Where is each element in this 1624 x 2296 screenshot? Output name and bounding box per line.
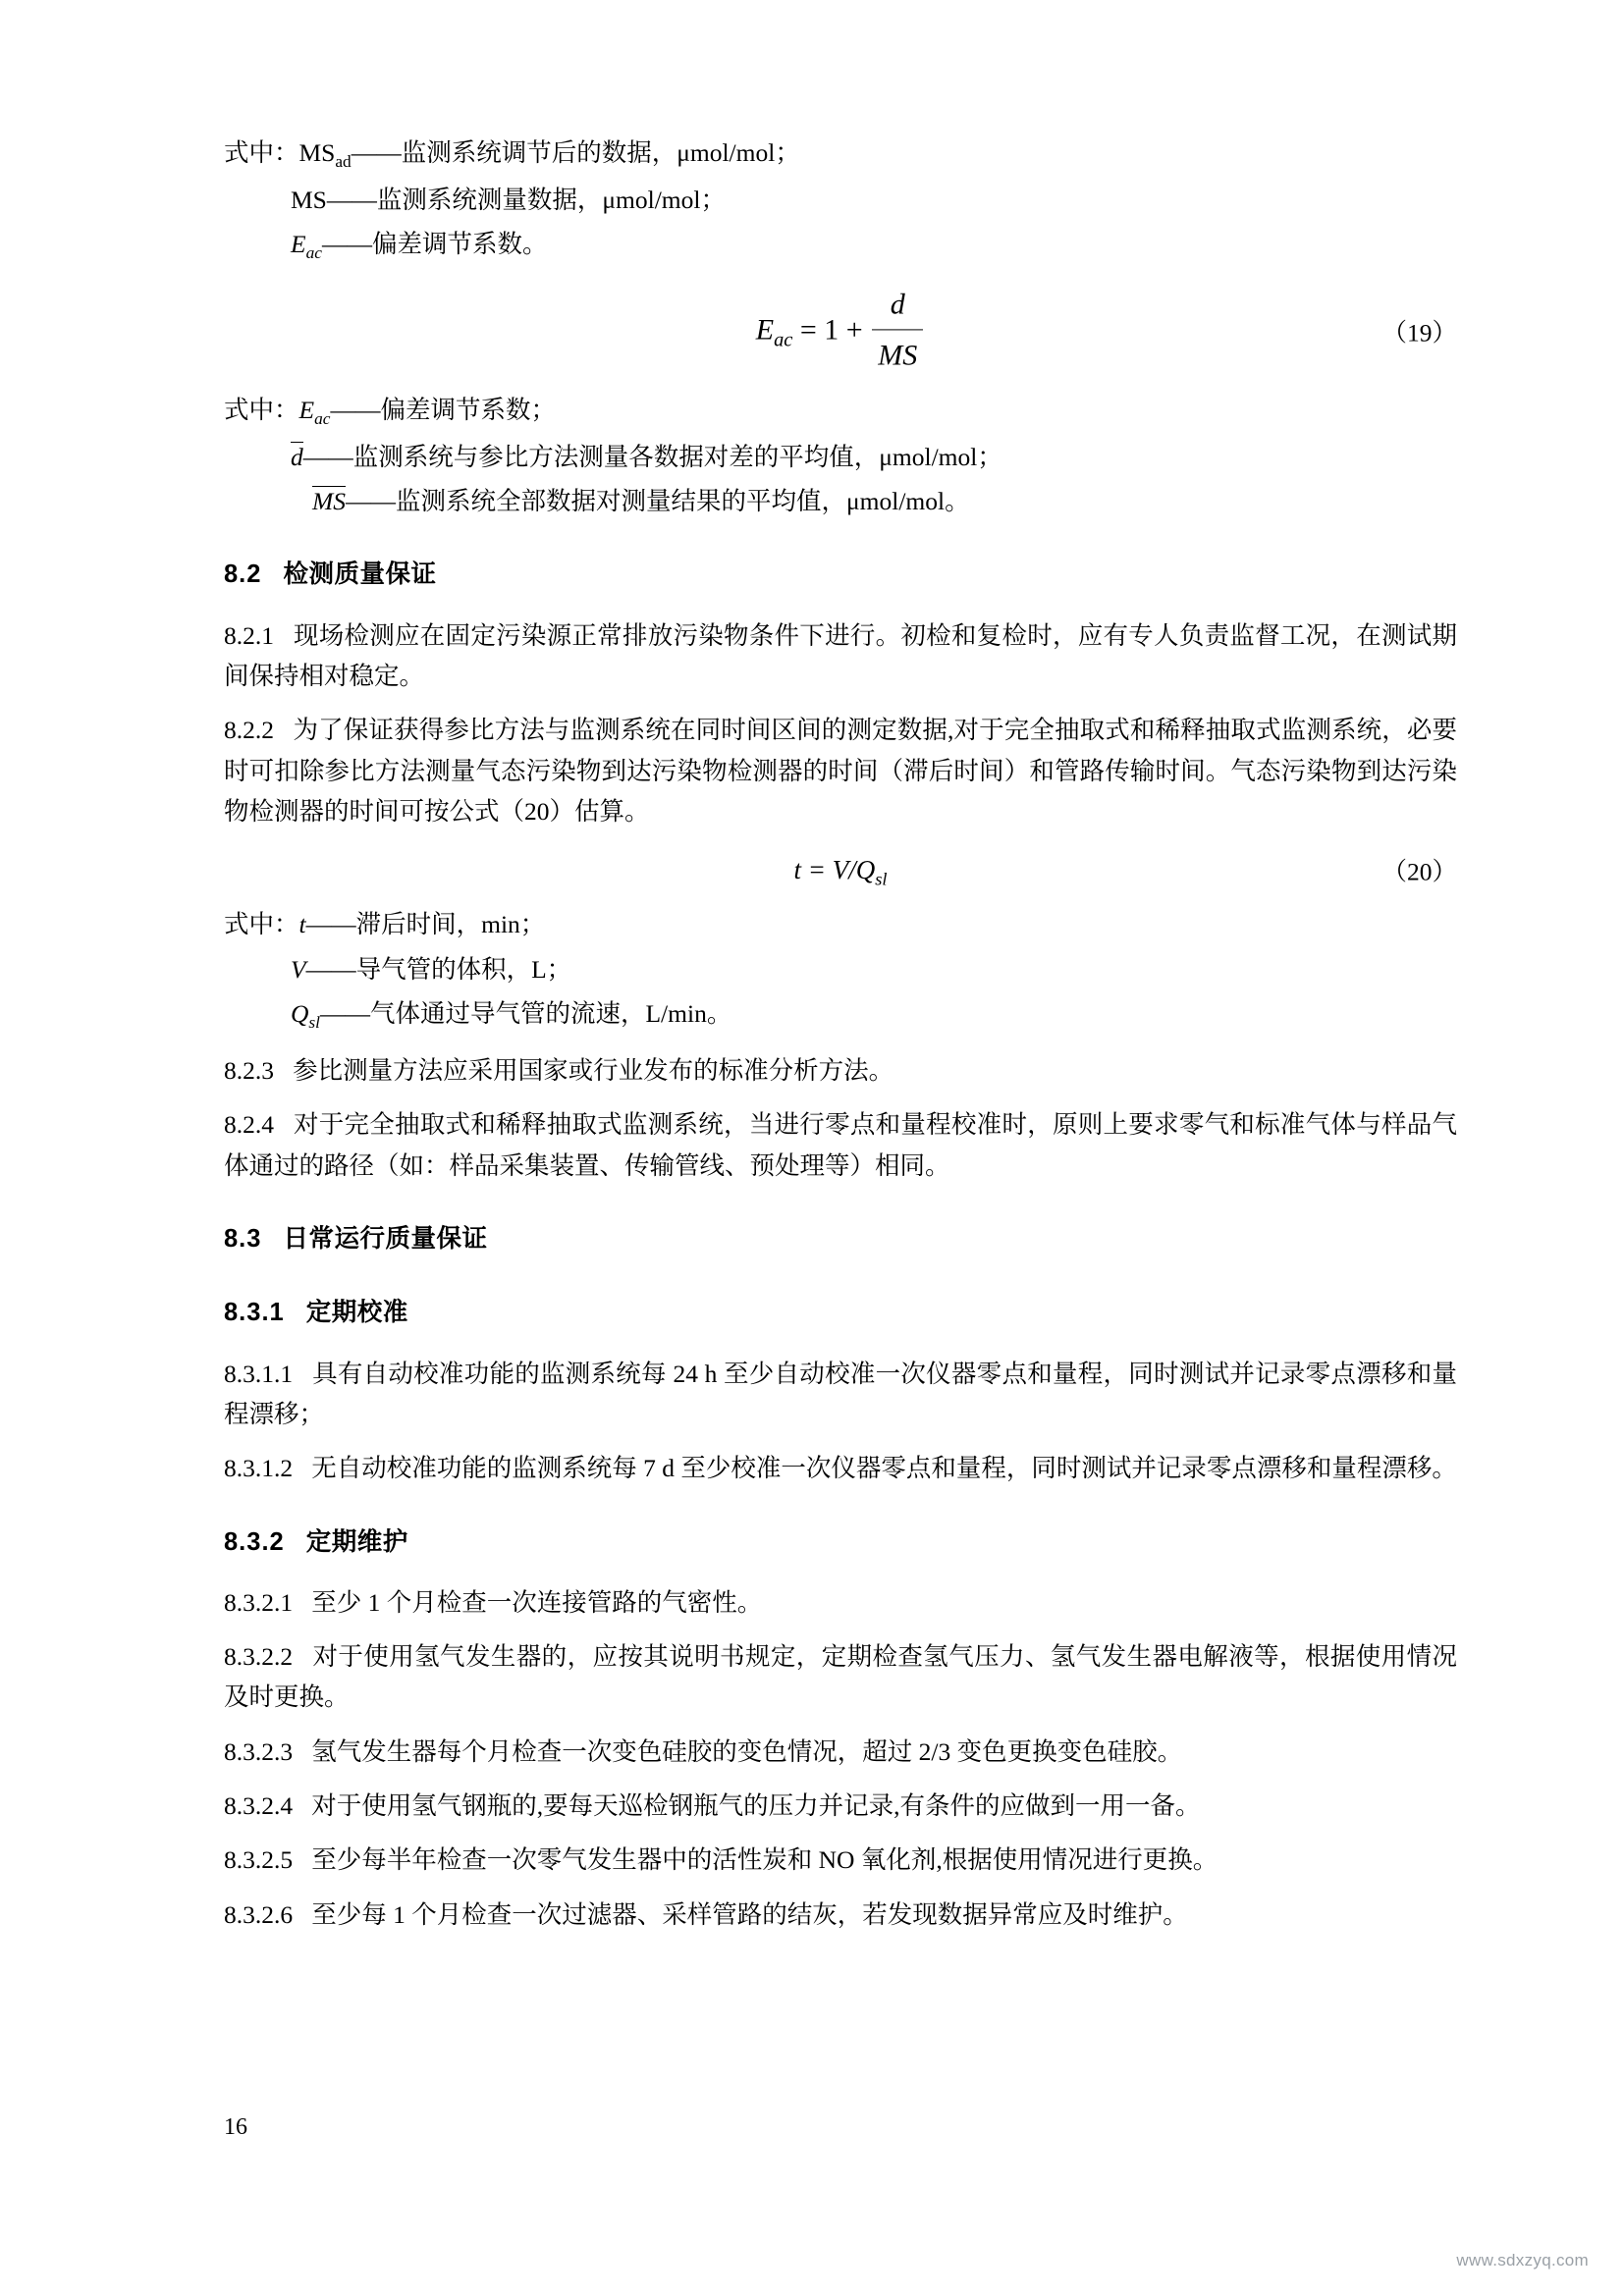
legend-line xyxy=(291,437,1457,477)
clause-8-3-2-6 xyxy=(224,1895,1457,1935)
clause-8-3-2-3 xyxy=(224,1732,1457,1772)
legend-line xyxy=(291,224,1457,267)
formula-numerator: d xyxy=(872,281,923,331)
legend-text: ——气体通过导气管的流速，L/min。 xyxy=(319,998,732,1028)
legend-text: ——偏差调节系数。 xyxy=(321,230,548,259)
legend-variable: E xyxy=(298,395,315,424)
legend-text: ——导气管的体积，L； xyxy=(305,954,572,984)
legend-variable-overline: d xyxy=(291,442,303,471)
clause-text: 现场检测应在固定污染源正常排放污染物条件下进行。初检和复检时，应有专人负责监督工况，在测试期间保持相对稳定。 xyxy=(224,620,1457,691)
formula-20-expression xyxy=(793,855,888,889)
clause-text: 对于使用氢气发生器的，应按其说明书规定，定期检查氢气压力、氢气发生器电解液等，根据使用情况及时更换。 xyxy=(224,1642,1457,1712)
clause-text: 对于完全抽取式和稀释抽取式监测系统，当进行零点和量程校准时，原则上要求零气和标准气体与样品气体通过的路径（如：样品采集装置、传输管线、预处理等）相同。 xyxy=(224,1110,1457,1180)
section-title: 检测质量保证 xyxy=(283,561,437,589)
legend-text: ——监测系统调节后的数据，μmol/mol； xyxy=(351,138,800,167)
legend-text: ——监测系统全部数据对测量结果的平均值，μmol/mol。 xyxy=(346,487,970,516)
clause-8-3-1-2 xyxy=(224,1448,1457,1488)
formula-denominator: MS xyxy=(878,339,918,372)
formula-fraction xyxy=(872,281,923,380)
clause-number: 8.2.4 xyxy=(224,1110,274,1140)
clause-text: 为了保证获得参比方法与监测系统在同时间区间的测定数据,对于完全抽取式和稀释抽取式监测系统，必要时可扣除参比方法测量气态污染物到达污染物检测器的时间（滞后时间）和管路传输时间。气态污染物到达污染物检测器的时间可按公式（20）估算。 xyxy=(224,716,1457,826)
clause-text: 氢气发生器每个月检查一次变色硅胶的变色情况，超过 2/3 变色更换变色硅胶。 xyxy=(311,1736,1183,1766)
formula-19-row xyxy=(224,286,1457,380)
section-title: 定期校准 xyxy=(305,1299,408,1327)
formula-number: （20） xyxy=(1381,857,1457,886)
section-title: 定期维护 xyxy=(305,1527,408,1556)
section-number: 8.3 xyxy=(224,1225,262,1254)
section-heading-8-3-2 xyxy=(224,1522,1457,1563)
clause-8-3-2-1 xyxy=(224,1582,1457,1623)
legend-variable: Q xyxy=(291,998,309,1028)
clause-number: 8.3.2.2 xyxy=(224,1642,294,1672)
legend-line xyxy=(224,133,1457,176)
legend-variable: t xyxy=(298,910,306,939)
clause-8-3-2-4 xyxy=(224,1786,1457,1826)
formula-lhs-subscript: ac xyxy=(774,329,793,351)
legend-prefix: 式中：MS xyxy=(224,138,336,167)
legend-line xyxy=(291,993,1457,1037)
legend-line xyxy=(224,904,1457,944)
clause-text: 至少每半年检查一次零气发生器中的活性炭和 NO 氧化剂,根据使用情况进行更换。 xyxy=(311,1845,1218,1875)
clause-text: 参比测量方法应采用国家或行业发布的标准分析方法。 xyxy=(293,1056,894,1086)
clause-8-2-3 xyxy=(224,1050,1457,1091)
formula-number: （19） xyxy=(1381,318,1457,347)
legend-line xyxy=(224,390,1457,433)
legend-variable: V xyxy=(291,954,306,984)
clause-number: 8.3.2.1 xyxy=(224,1587,294,1617)
legend-subscript: ac xyxy=(314,408,331,428)
formula-lhs-variable: t xyxy=(793,855,802,885)
formula-subscript: sl xyxy=(875,869,888,889)
legend-prefix: 式中： xyxy=(224,395,299,424)
formula-19-expression xyxy=(755,288,925,372)
formula-19 xyxy=(224,283,1457,382)
legend-text: ——滞后时间，min； xyxy=(305,910,546,939)
legend-text: ——监测系统与参比方法测量各数据对差的平均值，μmol/mol； xyxy=(302,442,1002,471)
clause-8-3-1-1 xyxy=(224,1354,1457,1435)
clause-text: 无自动校准功能的监测系统每 7 d 至少校准一次仪器零点和量程，同时测试并记录零点漂移和量程漂移。 xyxy=(311,1454,1457,1483)
clause-text: 具有自动校准功能的监测系统每 24 h 至少自动校准一次仪器零点和量程，同时测试并记录零点漂移和量程漂移； xyxy=(224,1359,1457,1428)
page-content xyxy=(224,133,1457,1935)
clause-8-2-1 xyxy=(224,615,1457,697)
formula-lhs-variable: E xyxy=(755,313,775,347)
legend-variable-overline: MS xyxy=(312,487,346,516)
legend-subscript: sl xyxy=(308,1013,320,1033)
formula-operator: = V/Q xyxy=(807,855,876,885)
clause-number: 8.3.2.3 xyxy=(224,1736,294,1766)
clause-8-3-2-2 xyxy=(224,1636,1457,1718)
watermark-text: www.sdxzyq.com xyxy=(1456,2251,1589,2269)
clause-number: 8.2.3 xyxy=(224,1056,274,1086)
clause-text: 对于使用氢气钢瓶的,要每天巡检钢瓶气的压力并记录,有条件的应做到一用一备。 xyxy=(311,1791,1201,1820)
clause-number: 8.3.2.4 xyxy=(224,1791,294,1820)
legend-text: MS——监测系统测量数据，μmol/mol； xyxy=(291,186,726,215)
clause-number: 8.3.1.2 xyxy=(224,1454,294,1483)
legend-variable: E xyxy=(291,230,306,259)
section-heading-8-3-1 xyxy=(224,1293,1457,1333)
legend-subscript: ac xyxy=(305,243,322,263)
section-number: 8.3.1 xyxy=(224,1299,285,1327)
clause-8-3-2-5 xyxy=(224,1840,1457,1880)
section-heading-8-3 xyxy=(224,1219,1457,1259)
section-heading-8-2 xyxy=(224,555,1457,595)
clause-text: 至少 1 个月检查一次连接管路的气密性。 xyxy=(311,1587,763,1617)
clause-number: 8.3.2.5 xyxy=(224,1845,294,1875)
clause-text: 至少每 1 个月检查一次过滤器、采样管路的结灰，若发现数据异常应及时维护。 xyxy=(311,1899,1188,1929)
formula-20-row xyxy=(224,849,1457,894)
section-title: 日常运行质量保证 xyxy=(283,1225,488,1254)
page-number: 16 xyxy=(224,2114,247,2140)
clause-number: 8.3.2.6 xyxy=(224,1899,294,1929)
clause-8-2-2 xyxy=(224,710,1457,831)
legend-line xyxy=(291,180,1457,220)
clause-number: 8.3.1.1 xyxy=(224,1359,294,1388)
clause-number: 8.2.1 xyxy=(224,620,274,650)
formula-20 xyxy=(224,849,1457,894)
legend-text: ——偏差调节系数； xyxy=(330,395,556,424)
clause-number: 8.2.2 xyxy=(224,716,274,745)
formula-operator: = 1 + xyxy=(799,313,863,347)
section-number: 8.2 xyxy=(224,561,262,589)
legend-prefix: 式中： xyxy=(224,910,299,939)
legend-line xyxy=(312,481,1457,521)
section-number: 8.3.2 xyxy=(224,1527,285,1556)
clause-8-2-4 xyxy=(224,1104,1457,1186)
legend-line xyxy=(291,949,1457,989)
legend-subscript: ad xyxy=(335,152,352,172)
